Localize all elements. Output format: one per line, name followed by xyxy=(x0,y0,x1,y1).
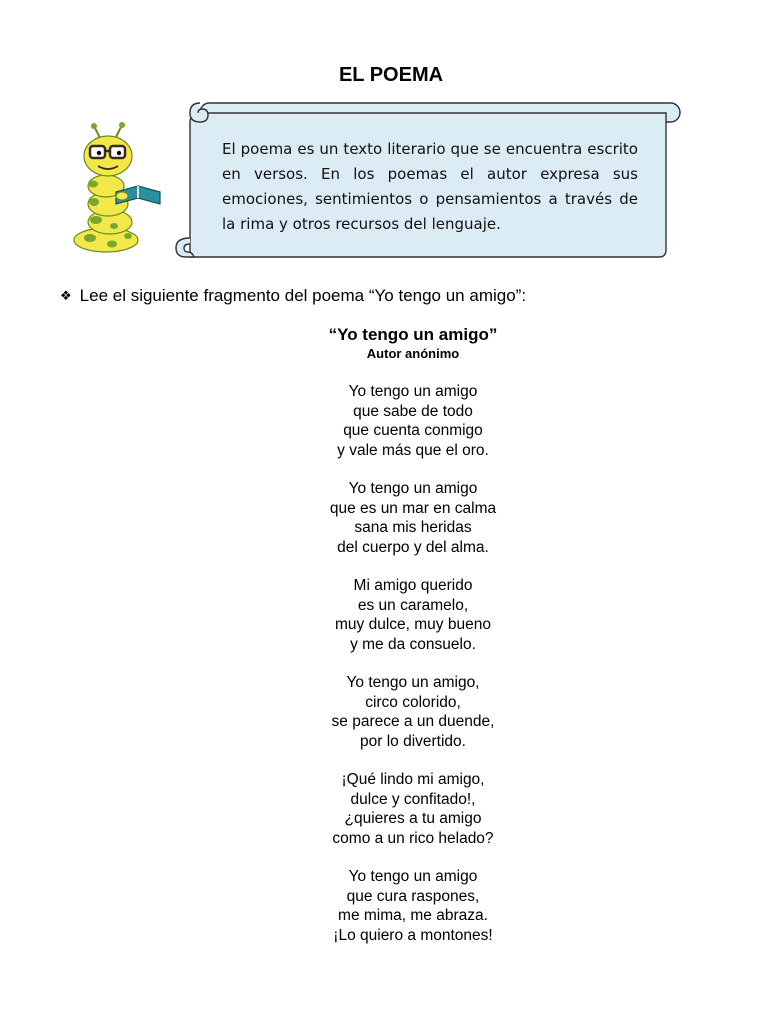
poem-verse: circo colorido, xyxy=(365,693,461,711)
instruction xyxy=(60,286,526,306)
instruction-text: Lee el siguiente fragmento del poema “Yo tengo un amigo”: xyxy=(79,286,527,305)
page-title: EL POEMA xyxy=(338,64,444,86)
poem-verse: por lo divertido. xyxy=(360,732,466,750)
poem-verse: ¿quieres a tu amigo xyxy=(344,810,482,827)
poem-verse: y me da consuelo. xyxy=(350,635,476,653)
poem-verse: que sabe de todo xyxy=(353,402,473,420)
poem-title: “Yo tengo un amigo” xyxy=(328,325,498,344)
poem-verse: se parece a un duende, xyxy=(331,713,495,730)
poem-verse: Mi amigo querido xyxy=(353,577,473,594)
poem-author: Autor anónimo xyxy=(366,346,460,361)
poem-verse: Yo tengo un amigo xyxy=(348,383,478,400)
poem-stanza xyxy=(213,770,613,848)
poem-stanza xyxy=(213,382,613,460)
diamond-bullet-icon: ❖ xyxy=(60,288,72,303)
poem-verse: sana mis heridas xyxy=(354,519,472,536)
poem-stanza xyxy=(213,673,613,751)
intro-text: El poema es un texto literario que se encuentra escrito en versos. En los poemas el autor expresa sus emociones, sentimientos o pensamientos a través de la rima y otros recursos del lenguaje. xyxy=(222,140,638,233)
poem-verse: Yo tengo un amigo xyxy=(348,480,478,497)
poem-verse: que cura raspones, xyxy=(346,887,480,905)
poem-verse: como a un rico helado? xyxy=(332,829,494,847)
poem-stanza xyxy=(213,479,613,557)
poem-stanzas xyxy=(213,382,613,945)
poem-stanza xyxy=(213,576,613,654)
bookworm-illustration xyxy=(66,122,166,262)
poem-verse: que cuenta conmigo xyxy=(343,422,483,439)
poem-verse: ¡Lo quiero a montones! xyxy=(333,926,493,944)
poem-verse: Yo tengo un amigo, xyxy=(346,674,480,691)
poem xyxy=(213,325,613,964)
poem-verse: ¡Qué lindo mi amigo, xyxy=(341,771,485,788)
poem-verse: y vale más que el oro. xyxy=(337,441,489,459)
poem-verse: es un caramelo, xyxy=(357,596,469,614)
poem-verse: del cuerpo y del alma. xyxy=(337,538,489,556)
poem-verse: dulce y confitado!, xyxy=(350,790,476,808)
poem-verse: muy dulce, muy bueno xyxy=(335,616,491,633)
poem-verse: que es un mar en calma xyxy=(329,499,497,517)
poem-verse: Yo tengo un amigo xyxy=(348,868,478,885)
poem-verse: me mima, me abraza. xyxy=(338,907,488,924)
poem-stanza xyxy=(213,867,613,945)
